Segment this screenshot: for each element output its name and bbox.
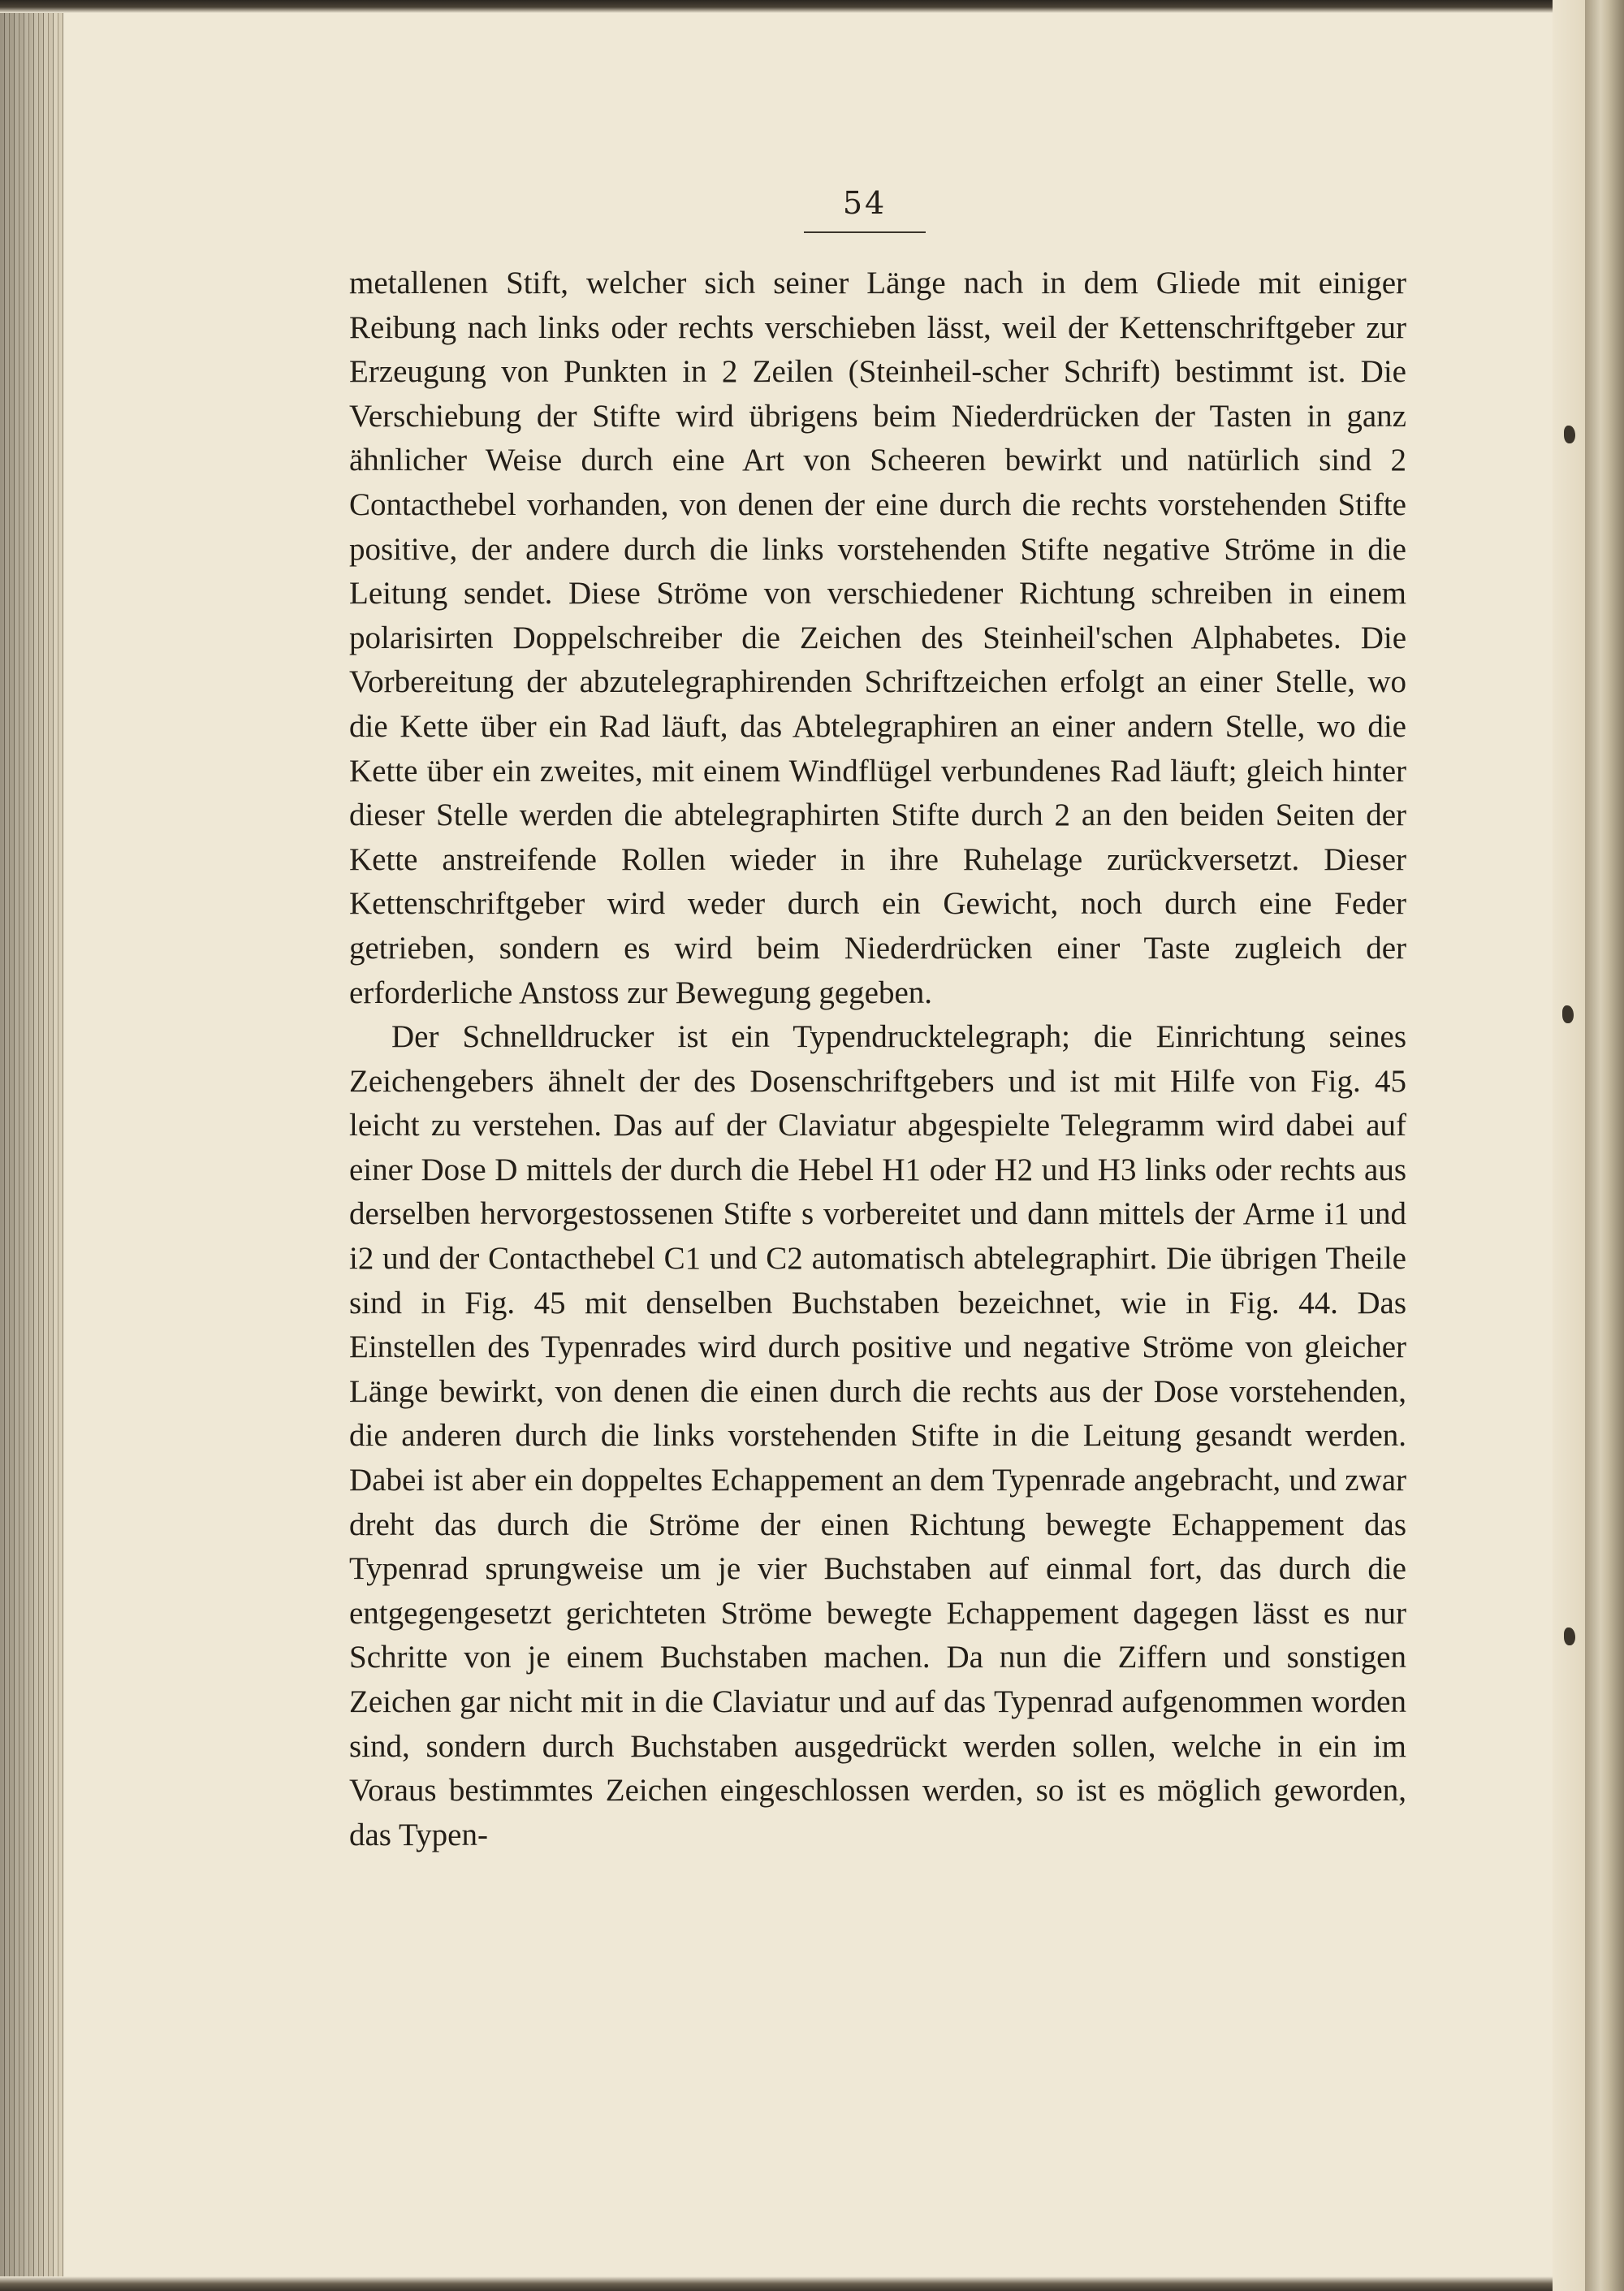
top-book-edge xyxy=(0,0,1624,13)
page-stack-shadow xyxy=(0,0,63,2291)
binding-spine xyxy=(1585,0,1624,2291)
page-number-rule xyxy=(804,231,926,233)
binding-thread-mark xyxy=(1564,426,1575,443)
binding-thread-mark xyxy=(1564,1627,1575,1645)
binding-thread-mark xyxy=(1562,1005,1574,1023)
paragraph: metallenen Stift, welcher sich seiner Länge nach in dem Gliede mit einiger Reibung nach links oder rechts verschieben lässt, weil der Kettenschriftgeber zur Erzeugung von Punkten in 2 Zeilen (Steinheil-scher Schrift) bestimmt ist. Die Verschiebung der Stifte wird übrigens beim Niederdrücken der Tasten in ganz ähnlicher Weise durch eine Art von Scheeren bewirkt und natürlich sind 2 Contacthebel vorhanden, von denen der eine durch die rechts vorstehenden Stifte positive, der andere durch die links vorstehenden Stifte negative Ströme in die Leitung sendet. Diese Ströme von verschiedener Richtung schreiben in einem polarisirten Doppelschreiber die Zeichen des Steinheil'schen Alphabetes. Die Vorbereitung der abzutelegraphirenden Schriftzeichen erfolgt an einer Stelle, wo die Kette über ein Rad läuft, das Abtelegraphiren an einer andern Stelle, wo die Kette über ein zweites, mit einem Windflügel verbundenes Rad läuft; gleich hinter dieser Stelle werden die abtelegraphirten Stifte durch 2 an den beiden Seiten der Kette anstreifende Rollen wieder in ihre Ruhelage zurückversetzt. Dieser Kettenschriftgeber wird weder durch ein Gewicht, noch durch eine Feder getrieben, sondern es wird beim Niederdrücken einer Taste zugleich der erforderliche Anstoss zur Bewegung gegeben. xyxy=(349,266,1406,1010)
body-text xyxy=(349,262,1406,1857)
paragraph: Der Schnelldrucker ist ein Typendrucktelegraph; die Einrichtung seines Zeichengebers ähnelt der des Dosenschriftgebers und ist mit Hilfe von Fig. 45 leicht zu verstehen. Das auf der Claviatur abgespielte Telegramm wird dabei auf einer Dose D mittels der durch die Hebel H1 oder H2 und H3 links oder rechts aus derselben hervorgestossenen Stifte s vorbereitet und dann mittels der Arme i1 und i2 und der Contacthebel C1 und C2 automatisch abtelegraphirt. Die übrigen Theile sind in Fig. 45 mit denselben Buchstaben bezeichnet, wie in Fig. 44. Das Einstellen des Typenrades wird durch positive und negative Ströme von gleicher Länge bewirkt, von denen die einen durch die rechts aus der Dose vorstehenden, die anderen durch die links vorstehenden Stifte in die Leitung gesandt werden. Dabei ist aber ein doppeltes Echappement an dem Typenrade angebracht, und zwar dreht das durch die Ströme der einen Richtung bewegte Echappement das Typenrad sprungweise um je vier Buchstaben auf einmal fort, das durch die entgegengesetzt gerichteten Ströme bewegte Echappement dagegen lässt es nur Schritte von je einem Buchstaben machen. Da nun die Ziffern und sonstigen Zeichen gar nicht mit in die Claviatur und auf das Typenrad aufgenommen worden sind, sondern durch Buchstaben ausgedrückt werden sollen, welche in ein im Voraus bestimmtes Zeichen eingeschlossen werden, so ist es möglich geworden, das Typen- xyxy=(349,1019,1406,1852)
page-number: 54 xyxy=(842,185,888,221)
bottom-book-edge xyxy=(0,2276,1624,2291)
